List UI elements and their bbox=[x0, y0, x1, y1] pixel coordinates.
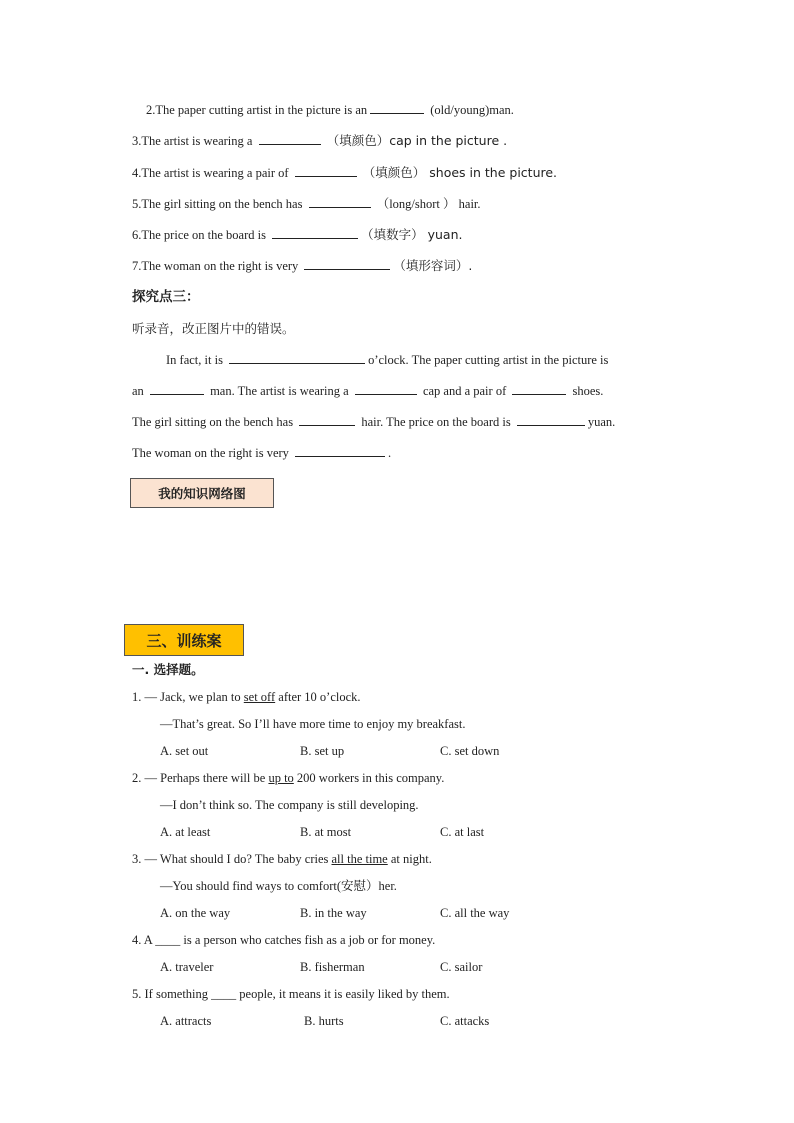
option-a[interactable]: A. attracts bbox=[160, 1014, 212, 1028]
option-b[interactable]: B. hurts bbox=[304, 1014, 344, 1028]
mcq-reply-2: —I don’t think so. The company is still developing. bbox=[160, 798, 419, 812]
option-b[interactable]: B. fisherman bbox=[300, 960, 365, 974]
answer-blank[interactable] bbox=[517, 414, 585, 426]
option-a[interactable]: A. on the way bbox=[160, 906, 231, 920]
answer-blank[interactable] bbox=[295, 445, 385, 457]
mcq-question-3: 3. — What should I do? The baby cries all the time at night. bbox=[132, 852, 432, 866]
option-b[interactable]: B. at most bbox=[300, 825, 352, 839]
answer-blank[interactable] bbox=[299, 414, 355, 426]
question-5: 5.The girl sitting on the bench has （long/short ） hair. bbox=[132, 197, 481, 211]
mcq-question-5: 5. If something ____ people, it means it is easily liked by them. bbox=[132, 987, 450, 1001]
mcq-question-4: 4. A ____ is a person who catches fish as a job or for money. bbox=[132, 933, 436, 947]
option-c[interactable]: C. all the way bbox=[440, 906, 510, 920]
question-6: 6.The price on the board is （填数字） yuan. bbox=[132, 227, 463, 242]
question-7: 7.The woman on the right is very （填形容词）. bbox=[132, 258, 473, 273]
option-b[interactable]: B. set up bbox=[300, 744, 345, 758]
option-b[interactable]: B. in the way bbox=[300, 906, 367, 920]
answer-blank[interactable] bbox=[259, 133, 321, 145]
training-section-box: 三、训练案 bbox=[124, 624, 244, 656]
answer-blank[interactable] bbox=[355, 383, 417, 395]
question-3: 3.The artist is wearing a （填颜色）cap in the picture . bbox=[132, 133, 508, 148]
option-a[interactable]: A. set out bbox=[160, 744, 209, 758]
paragraph-line-2: an man. The artist is wearing a cap and a pair of shoes. bbox=[132, 384, 604, 398]
option-a[interactable]: A. at least bbox=[160, 825, 211, 839]
question-4: 4.The artist is wearing a pair of （填颜色） shoes in the picture. bbox=[132, 165, 558, 180]
paragraph-line-4: The woman on the right is very . bbox=[132, 446, 392, 460]
mcq-reply-1: —That’s great. So I’ll have more time to enjoy my breakfast. bbox=[160, 717, 466, 731]
mcq-question-1: 1. — Jack, we plan to set off after 10 o’clock. bbox=[132, 690, 361, 704]
paragraph-line-3: The girl sitting on the bench has hair. The price on the board is yuan. bbox=[132, 415, 616, 429]
answer-blank[interactable] bbox=[150, 383, 204, 395]
section-heading: 探究点三： bbox=[132, 289, 200, 305]
instruction-text: 听录音，改正图片中的错误。 bbox=[132, 321, 295, 336]
section-title: 一. 选择题。 bbox=[132, 662, 204, 677]
knowledge-map-box: 我的知识网络图 bbox=[130, 478, 274, 508]
option-c[interactable]: C. at last bbox=[440, 825, 485, 839]
answer-blank[interactable] bbox=[512, 383, 566, 395]
option-c[interactable]: C. sailor bbox=[440, 960, 483, 974]
mcq-question-2: 2. — Perhaps there will be up to 200 workers in this company. bbox=[132, 771, 445, 785]
answer-blank[interactable] bbox=[295, 165, 357, 177]
answer-blank[interactable] bbox=[272, 227, 358, 239]
answer-blank[interactable] bbox=[370, 102, 424, 114]
paragraph-line-1: In fact, it is o’clock. The paper cutting artist in the picture is bbox=[166, 353, 609, 367]
option-a[interactable]: A. traveler bbox=[160, 960, 214, 974]
answer-blank[interactable] bbox=[229, 352, 365, 364]
answer-blank[interactable] bbox=[304, 258, 390, 270]
question-2: 2.The paper cutting artist in the picture is an (old/young)man. bbox=[146, 103, 514, 117]
option-c[interactable]: C. set down bbox=[440, 744, 500, 758]
answer-blank[interactable] bbox=[309, 196, 371, 208]
mcq-reply-3: —You should find ways to comfort(安慰）her. bbox=[160, 879, 397, 893]
option-c[interactable]: C. attacks bbox=[440, 1014, 490, 1028]
